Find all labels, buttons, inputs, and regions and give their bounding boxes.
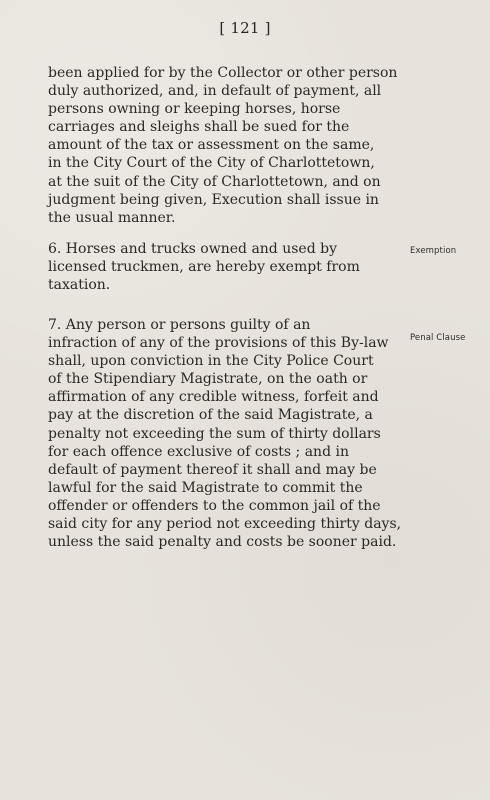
page-number: [ 121 ] (219, 19, 271, 37)
margin-note-exemption: Exemption (410, 246, 457, 256)
paragraph-exemption: 6. Horses and trucks owned and used by licensed truckmen, are hereby exempt from taxation. (48, 241, 360, 294)
paragraph-penal-clause: 7. Any person or persons guilty of an infraction of any of the provisions of this By-law shall, upon conviction in the City Police Court of the Stipendiary Magistrate, on the oath or affirmation of any credible witness, forfeit and pay at the discretion of the said Magistrate, a penalty not exceeding the sum of thirty dollars for each offence exclusive of costs ; and in default of payment thereof it shall and may be lawful for the said Magistrate to commit the offender or offenders to the common jail of the said city for any period not exceeding thirty days, unless the said penalty and costs be sooner paid. (48, 317, 402, 551)
margin-note-penal-clause: Penal Clause (410, 333, 466, 343)
paragraph-tax-recovery: been applied for by the Collector or other person duly authorized, and, in default of payment, all persons owning or keeping horses, horse carriages and sleighs shall be sued for the amount of the tax or assessment on the same, in the City Court of the City of Charlottetown, at the suit of the City of Charlottetown, and on judgment being given, Execution shall issue in the usual manner. (48, 65, 398, 226)
